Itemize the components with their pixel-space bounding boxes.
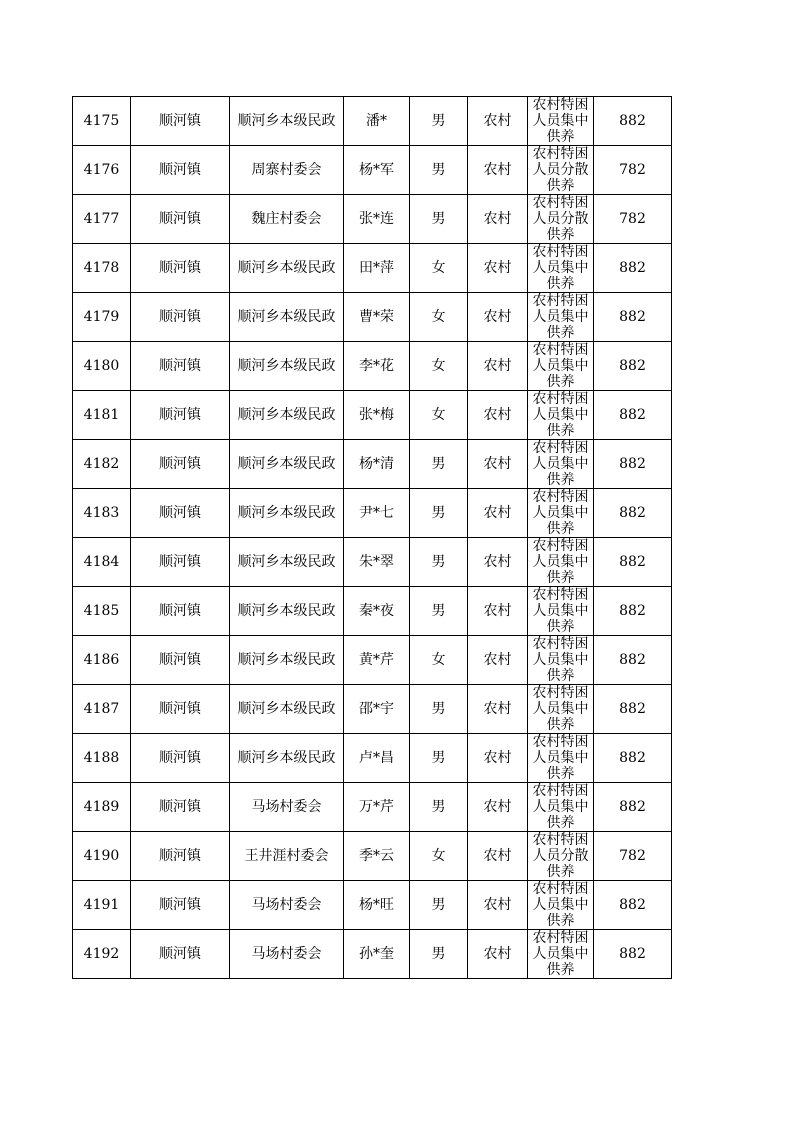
cell-area: 农村 — [468, 783, 528, 832]
cell-name: 曹*荣 — [344, 293, 410, 342]
cell-id: 4180 — [73, 342, 131, 391]
cell-type-text: 农村特困人员集中供养 — [532, 391, 589, 439]
cell-amount: 882 — [594, 587, 672, 636]
cell-amount: 882 — [594, 489, 672, 538]
cell-id: 4182 — [73, 440, 131, 489]
cell-town: 顺河镇 — [131, 440, 230, 489]
cell-area: 农村 — [468, 489, 528, 538]
cell-gender: 男 — [410, 489, 468, 538]
cell-name: 秦*夜 — [344, 587, 410, 636]
cell-type — [528, 538, 594, 587]
cell-id: 4175 — [73, 97, 131, 146]
cell-name: 尹*七 — [344, 489, 410, 538]
cell-id: 4186 — [73, 636, 131, 685]
cell-area: 农村 — [468, 587, 528, 636]
cell-type-text: 农村特困人员集中供养 — [532, 734, 589, 782]
cell-name: 孙*奎 — [344, 930, 410, 979]
cell-unit: 马场村委会 — [230, 783, 344, 832]
cell-unit: 顺河乡本级民政 — [230, 538, 344, 587]
table-row — [73, 587, 672, 636]
cell-amount: 882 — [594, 930, 672, 979]
cell-area: 农村 — [468, 734, 528, 783]
cell-gender: 女 — [410, 832, 468, 881]
cell-unit: 顺河乡本级民政 — [230, 734, 344, 783]
cell-id: 4187 — [73, 685, 131, 734]
cell-unit: 魏庄村委会 — [230, 195, 344, 244]
cell-name: 张*连 — [344, 195, 410, 244]
cell-town: 顺河镇 — [131, 832, 230, 881]
table-row — [73, 783, 672, 832]
cell-town: 顺河镇 — [131, 489, 230, 538]
cell-type — [528, 489, 594, 538]
cell-gender: 男 — [410, 195, 468, 244]
cell-amount: 882 — [594, 685, 672, 734]
table-row — [73, 244, 672, 293]
cell-type — [528, 881, 594, 930]
cell-gender: 男 — [410, 146, 468, 195]
cell-name: 杨*军 — [344, 146, 410, 195]
cell-town: 顺河镇 — [131, 97, 230, 146]
cell-gender: 女 — [410, 391, 468, 440]
cell-type-text: 农村特困人员集中供养 — [532, 293, 589, 341]
table-row — [73, 293, 672, 342]
cell-unit: 周寨村委会 — [230, 146, 344, 195]
cell-type — [528, 195, 594, 244]
cell-type — [528, 685, 594, 734]
cell-amount: 782 — [594, 146, 672, 195]
cell-gender: 女 — [410, 244, 468, 293]
cell-id: 4189 — [73, 783, 131, 832]
cell-type-text: 农村特困人员集中供养 — [532, 636, 589, 684]
cell-area: 农村 — [468, 97, 528, 146]
table-row — [73, 685, 672, 734]
cell-type-text: 农村特困人员集中供养 — [532, 587, 589, 635]
cell-unit: 马场村委会 — [230, 881, 344, 930]
table-row — [73, 734, 672, 783]
cell-type — [528, 342, 594, 391]
table-row — [73, 391, 672, 440]
cell-gender: 女 — [410, 636, 468, 685]
cell-town: 顺河镇 — [131, 881, 230, 930]
cell-amount: 882 — [594, 244, 672, 293]
cell-type-text: 农村特困人员集中供养 — [532, 881, 589, 929]
cell-gender: 男 — [410, 734, 468, 783]
cell-town: 顺河镇 — [131, 734, 230, 783]
cell-type — [528, 783, 594, 832]
cell-id: 4176 — [73, 146, 131, 195]
cell-unit: 顺河乡本级民政 — [230, 293, 344, 342]
cell-town: 顺河镇 — [131, 636, 230, 685]
cell-amount: 882 — [594, 97, 672, 146]
cell-id: 4192 — [73, 930, 131, 979]
cell-type — [528, 244, 594, 293]
table-row — [73, 440, 672, 489]
cell-type — [528, 734, 594, 783]
cell-area: 农村 — [468, 930, 528, 979]
table-row — [73, 832, 672, 881]
cell-type-text: 农村特困人员集中供养 — [532, 930, 589, 978]
cell-gender: 男 — [410, 538, 468, 587]
table-row — [73, 636, 672, 685]
cell-unit: 马场村委会 — [230, 930, 344, 979]
cell-name: 张*梅 — [344, 391, 410, 440]
cell-area: 农村 — [468, 391, 528, 440]
cell-area: 农村 — [468, 538, 528, 587]
cell-type-text: 农村特困人员分散供养 — [532, 832, 589, 880]
cell-area: 农村 — [468, 342, 528, 391]
cell-area: 农村 — [468, 440, 528, 489]
table-row — [73, 930, 672, 979]
cell-amount: 882 — [594, 881, 672, 930]
cell-type-text: 农村特困人员集中供养 — [532, 440, 589, 488]
cell-town: 顺河镇 — [131, 293, 230, 342]
cell-id: 4190 — [73, 832, 131, 881]
table-row — [73, 881, 672, 930]
cell-id: 4181 — [73, 391, 131, 440]
cell-unit: 顺河乡本级民政 — [230, 244, 344, 293]
cell-area: 农村 — [468, 685, 528, 734]
cell-name: 朱*翠 — [344, 538, 410, 587]
cell-unit: 顺河乡本级民政 — [230, 587, 344, 636]
cell-town: 顺河镇 — [131, 244, 230, 293]
cell-id: 4177 — [73, 195, 131, 244]
cell-town: 顺河镇 — [131, 685, 230, 734]
cell-id: 4184 — [73, 538, 131, 587]
cell-area: 农村 — [468, 636, 528, 685]
cell-name: 潘* — [344, 97, 410, 146]
cell-id: 4188 — [73, 734, 131, 783]
cell-gender: 女 — [410, 293, 468, 342]
cell-type — [528, 293, 594, 342]
cell-type — [528, 146, 594, 195]
cell-gender: 男 — [410, 440, 468, 489]
cell-type-text: 农村特困人员分散供养 — [532, 146, 589, 194]
cell-gender: 男 — [410, 881, 468, 930]
cell-amount: 882 — [594, 538, 672, 587]
cell-type-text: 农村特困人员集中供养 — [532, 342, 589, 390]
cell-amount: 782 — [594, 195, 672, 244]
cell-gender: 男 — [410, 930, 468, 979]
cell-gender: 男 — [410, 685, 468, 734]
cell-type-text: 农村特困人员集中供养 — [532, 244, 589, 292]
cell-area: 农村 — [468, 293, 528, 342]
cell-unit: 顺河乡本级民政 — [230, 489, 344, 538]
table-row — [73, 195, 672, 244]
cell-unit: 顺河乡本级民政 — [230, 97, 344, 146]
cell-amount: 882 — [594, 636, 672, 685]
cell-amount: 782 — [594, 832, 672, 881]
data-table — [72, 96, 672, 979]
table-row — [73, 489, 672, 538]
cell-unit: 顺河乡本级民政 — [230, 440, 344, 489]
cell-area: 农村 — [468, 244, 528, 293]
cell-name: 卢*昌 — [344, 734, 410, 783]
cell-town: 顺河镇 — [131, 930, 230, 979]
cell-gender: 男 — [410, 97, 468, 146]
cell-name: 邵*宇 — [344, 685, 410, 734]
table-row — [73, 342, 672, 391]
cell-type — [528, 636, 594, 685]
cell-id: 4185 — [73, 587, 131, 636]
cell-amount: 882 — [594, 783, 672, 832]
cell-name: 李*花 — [344, 342, 410, 391]
cell-type — [528, 587, 594, 636]
cell-name: 杨*清 — [344, 440, 410, 489]
cell-type-text: 农村特困人员集中供养 — [532, 489, 589, 537]
table-row — [73, 146, 672, 195]
cell-town: 顺河镇 — [131, 783, 230, 832]
cell-unit: 顺河乡本级民政 — [230, 391, 344, 440]
cell-name: 季*云 — [344, 832, 410, 881]
cell-id: 4191 — [73, 881, 131, 930]
cell-name: 万*芹 — [344, 783, 410, 832]
cell-type — [528, 391, 594, 440]
cell-town: 顺河镇 — [131, 146, 230, 195]
cell-type-text: 农村特困人员分散供养 — [532, 195, 589, 243]
cell-area: 农村 — [468, 195, 528, 244]
cell-gender: 男 — [410, 783, 468, 832]
cell-name: 黄*芹 — [344, 636, 410, 685]
cell-type — [528, 832, 594, 881]
cell-name: 田*萍 — [344, 244, 410, 293]
cell-id: 4178 — [73, 244, 131, 293]
cell-id: 4179 — [73, 293, 131, 342]
cell-type — [528, 930, 594, 979]
cell-unit: 王井涯村委会 — [230, 832, 344, 881]
cell-type-text: 农村特困人员集中供养 — [532, 97, 589, 145]
cell-town: 顺河镇 — [131, 195, 230, 244]
cell-type — [528, 440, 594, 489]
cell-area: 农村 — [468, 832, 528, 881]
cell-amount: 882 — [594, 293, 672, 342]
cell-unit: 顺河乡本级民政 — [230, 685, 344, 734]
cell-amount: 882 — [594, 342, 672, 391]
cell-town: 顺河镇 — [131, 342, 230, 391]
cell-type-text: 农村特困人员集中供养 — [532, 783, 589, 831]
cell-id: 4183 — [73, 489, 131, 538]
cell-town: 顺河镇 — [131, 587, 230, 636]
cell-unit: 顺河乡本级民政 — [230, 342, 344, 391]
cell-area: 农村 — [468, 146, 528, 195]
cell-area: 农村 — [468, 881, 528, 930]
table-row — [73, 97, 672, 146]
table-body — [73, 97, 672, 979]
cell-town: 顺河镇 — [131, 538, 230, 587]
cell-type — [528, 97, 594, 146]
cell-amount: 882 — [594, 734, 672, 783]
cell-gender: 女 — [410, 342, 468, 391]
cell-town: 顺河镇 — [131, 391, 230, 440]
cell-unit: 顺河乡本级民政 — [230, 636, 344, 685]
cell-name: 杨*旺 — [344, 881, 410, 930]
cell-gender: 男 — [410, 587, 468, 636]
table-row — [73, 538, 672, 587]
cell-type-text: 农村特困人员集中供养 — [532, 685, 589, 733]
cell-type-text: 农村特困人员集中供养 — [532, 538, 589, 586]
cell-amount: 882 — [594, 391, 672, 440]
cell-amount: 882 — [594, 440, 672, 489]
